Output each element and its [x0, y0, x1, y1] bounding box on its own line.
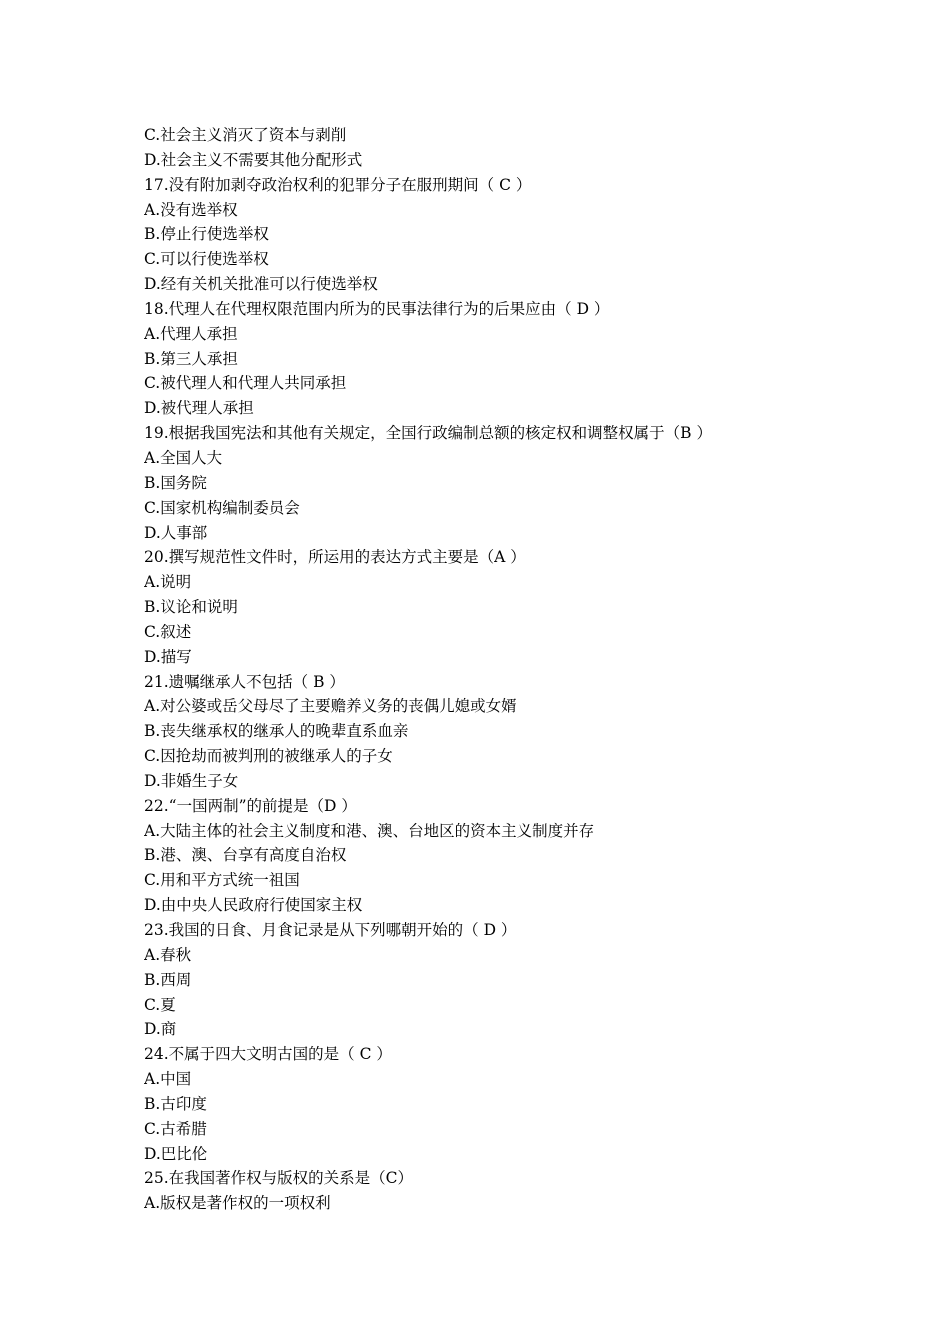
option-line: C.可以行使选举权 [144, 250, 269, 269]
option-line: A.全国人大 [144, 448, 223, 467]
option-line: B.西周 [144, 970, 192, 989]
option-line: A.代理人承担 [144, 324, 238, 343]
option-line: C.夏 [144, 995, 176, 1014]
option-line: C.叙述 [144, 622, 192, 641]
option-line: B.港、澳、台享有高度自治权 [144, 846, 347, 865]
option-line: B.古印度 [144, 1094, 207, 1113]
option-line: C.古希腊 [144, 1119, 207, 1138]
option-line: A.对公婆或岳父母尽了主要赡养义务的丧偶儿媳或女婿 [144, 697, 517, 716]
question-line: 22.“一国两制”的前提是（D ） [144, 796, 357, 815]
text-line: C.社会主义消灭了资本与剥削 [144, 126, 347, 144]
option-line: D.商 [144, 1020, 177, 1039]
question-line: 21.遗嘱继承人不包括（ B ） [144, 672, 345, 691]
question-line: 25.在我国著作权与版权的关系是（C） [144, 1169, 414, 1188]
option-line: D.由中央人民政府行使国家主权 [144, 896, 363, 915]
option-line: B.国务院 [144, 473, 207, 492]
option-line: A.大陆主体的社会主义制度和港、澳、台地区的资本主义制度并存 [144, 821, 595, 840]
question-line: 24.不属于四大文明古国的是（ C ） [144, 1045, 392, 1064]
question-line: 23.我国的日食、月食记录是从下列哪朝开始的（ D ） [144, 921, 517, 939]
option-line: D.被代理人承担 [144, 399, 254, 418]
option-line: D.经有关机关批准可以行使选举权 [144, 275, 378, 294]
option-line: A.没有选举权 [144, 200, 238, 219]
option-line: D.非婚生子女 [144, 771, 239, 790]
option-line: B.议论和说明 [144, 598, 238, 617]
text-line: D.社会主义不需要其他分配形式 [144, 150, 363, 169]
question-line: 17.没有附加剥夺政治权利的犯罪分子在服刑期间（ C ） [144, 175, 532, 194]
option-line: C.被代理人和代理人共同承担 [144, 374, 347, 393]
option-line: D.描写 [144, 647, 192, 666]
option-line: A.春秋 [144, 945, 192, 964]
option-line: D.巴比伦 [144, 1144, 208, 1163]
question-line: 18.代理人在代理权限范围内所为的民事法律行为的后果应由（ D ） [144, 299, 610, 318]
option-line: B.停止行使选举权 [144, 225, 269, 244]
option-line: B.丧失继承权的继承人的晚辈直系血亲 [144, 722, 409, 741]
option-line: A.中国 [144, 1070, 192, 1089]
option-line: D.人事部 [144, 523, 208, 542]
question-line: 19.根据我国宪法和其他有关规定，全国行政编制总额的核定权和调整权属于（B ） [144, 424, 712, 443]
option-line: C.因抢劫而被判刑的被继承人的子女 [144, 747, 393, 766]
option-line: C.用和平方式统一祖国 [144, 871, 300, 890]
option-line: A.版权是著作权的一项权利 [144, 1194, 331, 1213]
document-body [144, 123, 844, 1216]
option-line: A.说明 [144, 573, 192, 592]
option-line: B.第三人承担 [144, 349, 238, 368]
option-line: C.国家机构编制委员会 [144, 498, 300, 517]
question-line: 20.撰写规范性文件时，所运用的表达方式主要是（A ） [144, 548, 526, 567]
